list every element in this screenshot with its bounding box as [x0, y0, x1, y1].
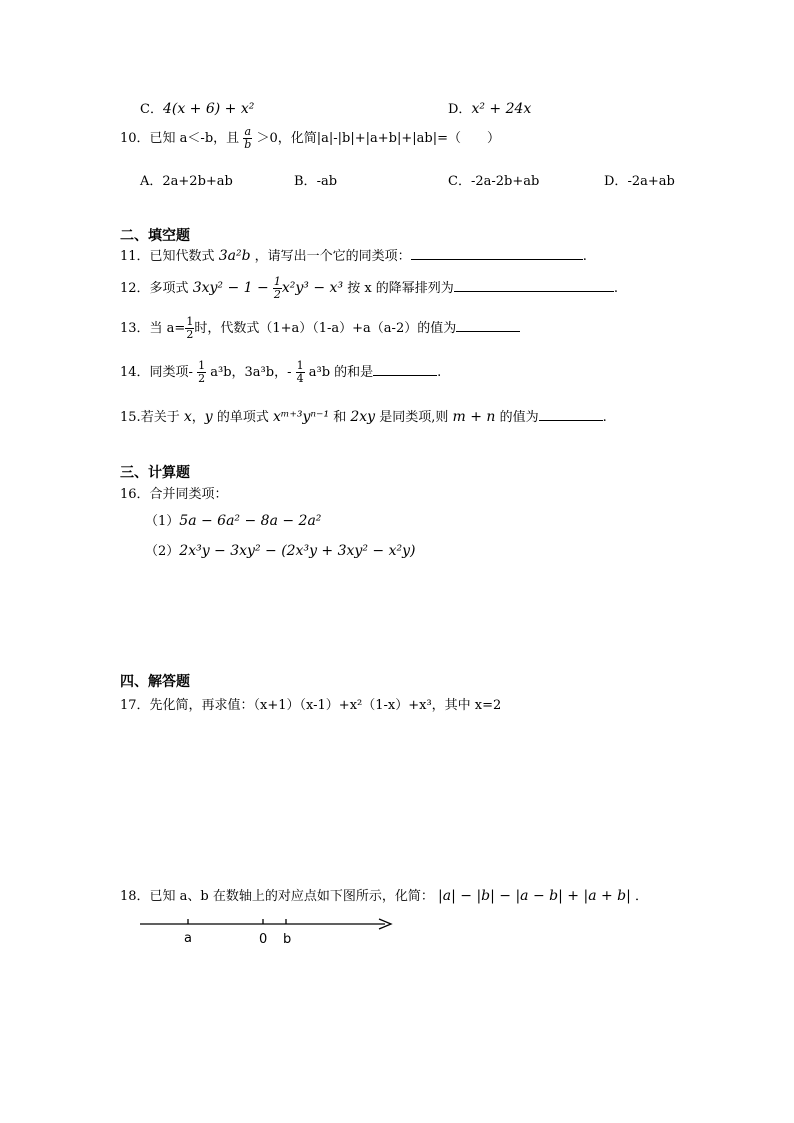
q15-answer-blank[interactable]: [539, 407, 603, 421]
section-heading-fill-blank: 二、填空题: [120, 228, 190, 244]
q10-option-b: B．-ab: [294, 174, 338, 189]
question-13: 13．当 a= $\frac{1}{2}$ 时，代数式（1+a）（1-a）+a（a-2）的值为: [120, 316, 520, 341]
q18-expr: |a| − |b| − |a − b| + |a + b|: [438, 888, 631, 904]
q10-fraction: $\frac{a}{b}$: [244, 125, 252, 151]
question-12: 12．多项式 3xy² − 1 − $\frac{1}{2}$ x²y³ − x³ 按 x 的降幂排列为 .: [120, 275, 618, 301]
question-10: 10．已知 a＜-b，且 $\frac{a}{b}$ ＞0，化简|a|-|b|+|a+b|+|ab|=（ ）: [120, 125, 500, 151]
label-zero: 0: [259, 932, 268, 947]
q10-option-d: D．-2a+ab: [604, 174, 675, 189]
q16-part-2: （2）2x³y − 3xy² − (2x³y + 3xy² − x²y): [145, 543, 416, 559]
section-heading-calculation: 三、计算题: [120, 465, 190, 481]
question-16: 16．合并同类项：: [120, 487, 228, 502]
q14-fraction-2: $\frac{1}{4}$: [296, 359, 304, 385]
q11-answer-blank[interactable]: [411, 246, 583, 260]
q9-option-c-expr: 4(x + 6) + x²: [162, 101, 255, 117]
question-15: 15.若关于 x，y 的单项式 xᵐ⁺³yⁿ⁻¹ 和 2xy 是同类项,则 m + n 的值为 .: [120, 409, 607, 425]
q12-fraction: $\frac{1}{2}$: [273, 275, 281, 301]
q15-monomial: xᵐ⁺³yⁿ⁻¹: [272, 409, 330, 425]
q10-option-c: C．-2a-2b+ab: [448, 174, 540, 189]
q11-expr: 3a²b: [218, 248, 251, 264]
question-11: 11．已知代数式 3a²b ，请写出一个它的同类项： .: [120, 248, 587, 264]
q13-fraction: $\frac{1}{2}$: [186, 315, 194, 341]
q14-answer-blank[interactable]: [373, 362, 437, 376]
q9-option-d: D．x² + 24x: [448, 101, 532, 117]
q14-fraction-1: $\frac{1}{2}$: [198, 359, 206, 385]
label-a: a: [184, 931, 192, 946]
q9-option-d-expr: x² + 24x: [471, 101, 532, 117]
q9-option-c: C．4(x + 6) + x²: [140, 101, 255, 117]
q16-part-1: （1）5a − 6a² − 8a − 2a²: [145, 513, 322, 529]
q13-answer-blank[interactable]: [456, 318, 520, 332]
number-line: [135, 912, 405, 952]
question-14: 14．同类项- $\frac{1}{2}$ a³b，3a³b，- $\frac{1}{4}$ a³b 的和是 .: [120, 359, 442, 385]
q12-answer-blank[interactable]: [454, 278, 614, 292]
label-b: b: [283, 932, 292, 947]
question-17: 17．先化简，再求值：（x+1）（x-1）+x²（1-x）+x³，其中 x=2: [120, 698, 502, 713]
section-heading-answer: 四、解答题: [120, 674, 190, 690]
question-18: 18．已知 a、b 在数轴上的对应点如下图所示，化简： |a| − |b| − |a − b| + |a + b| ．: [120, 888, 649, 904]
q10-option-a: A．2a+2b+ab: [140, 174, 233, 189]
